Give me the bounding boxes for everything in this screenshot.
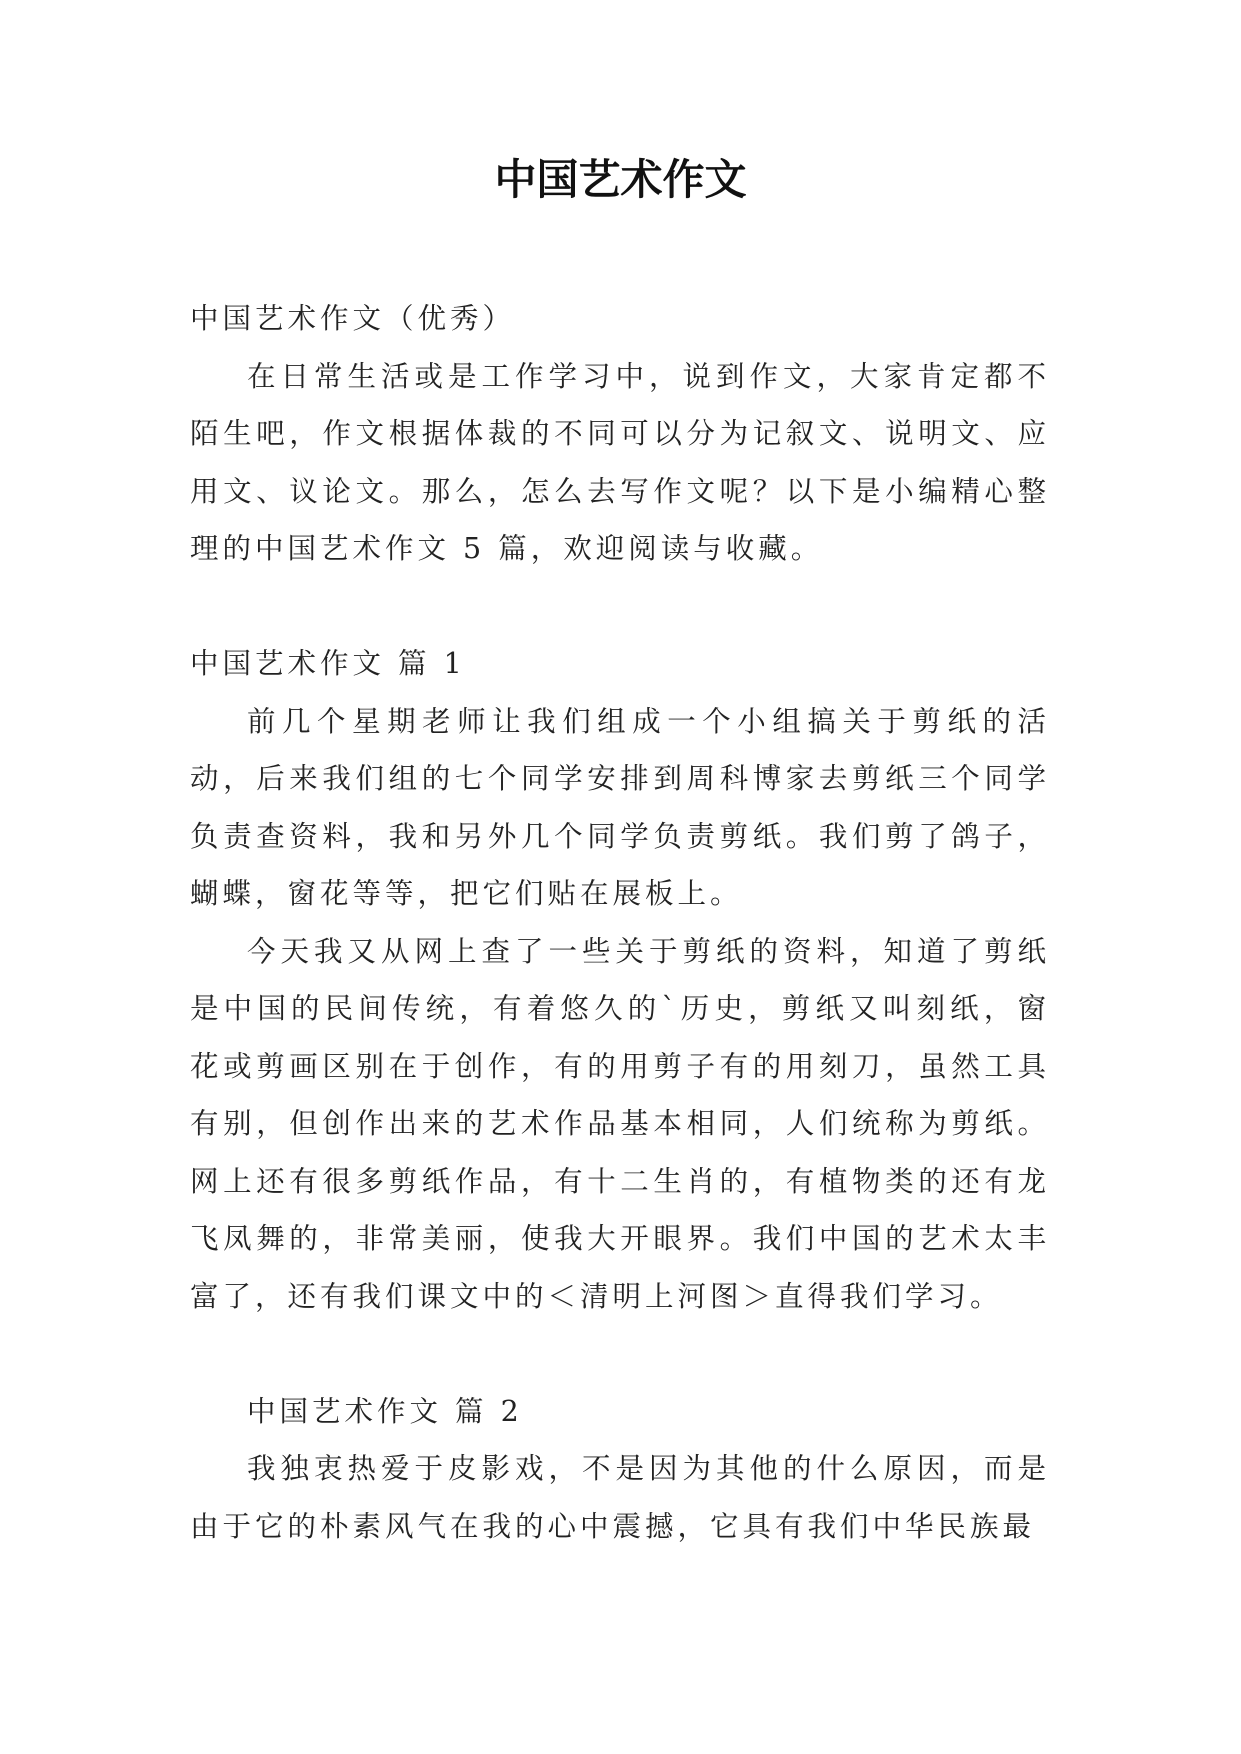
intro-paragraph: 在日常生活或是工作学习中，说到作文，大家肯定都不陌生吧，作文根据体裁的不同可以分为记叙文、说明文、应用文、议论文。那么，怎么去写作文呢？以下是小编精心整理的中国艺术作文 5 篇，欢迎阅读与收藏。 <box>190 359 1050 565</box>
section-1-heading: 中国艺术作文 篇 1 <box>190 647 466 680</box>
document-title: 中国艺术作文 <box>494 155 747 204</box>
document-body <box>190 290 1050 1555</box>
section-1-paragraph-2: 今天我又从网上查了一些关于剪纸的资料，知道了剪纸是中国的民间传统，有着悠久的`历史，剪纸又叫刻纸，窗花或剪画区别在于创作，有的用剪子有的用刻刀，虽然工具有别，但创作出来的艺术作品基本相同，人们统称为剪纸。网上还有很多剪纸作品，有十二生肖的，有植物类的还有龙飞凤舞的，非常美丽，使我大开眼界。我们中国的艺术太丰富了，还有我们课文中的＜清明上河图＞直得我们学习。 <box>190 934 1050 1313</box>
section-2-heading: 中国艺术作文 篇 2 <box>247 1394 523 1428</box>
intro-heading: 中国艺术作文（优秀） <box>190 302 516 335</box>
section-1-paragraph-1: 前几个星期老师让我们组成一个小组搞关于剪纸的活动，后来我们组的七个同学安排到周科博家去剪纸三个同学负责查资料，我和另外几个同学负责剪纸。我们剪了鸽子，蝴蝶，窗花等等，把它们贴在展板上。 <box>190 704 1050 910</box>
section-2-paragraph-1: 我独衷热爱于皮影戏，不是因为其他的什么原因，而是由于它的朴素风气在我的心中震撼，它具有我们中华民族最 <box>190 1452 1050 1543</box>
